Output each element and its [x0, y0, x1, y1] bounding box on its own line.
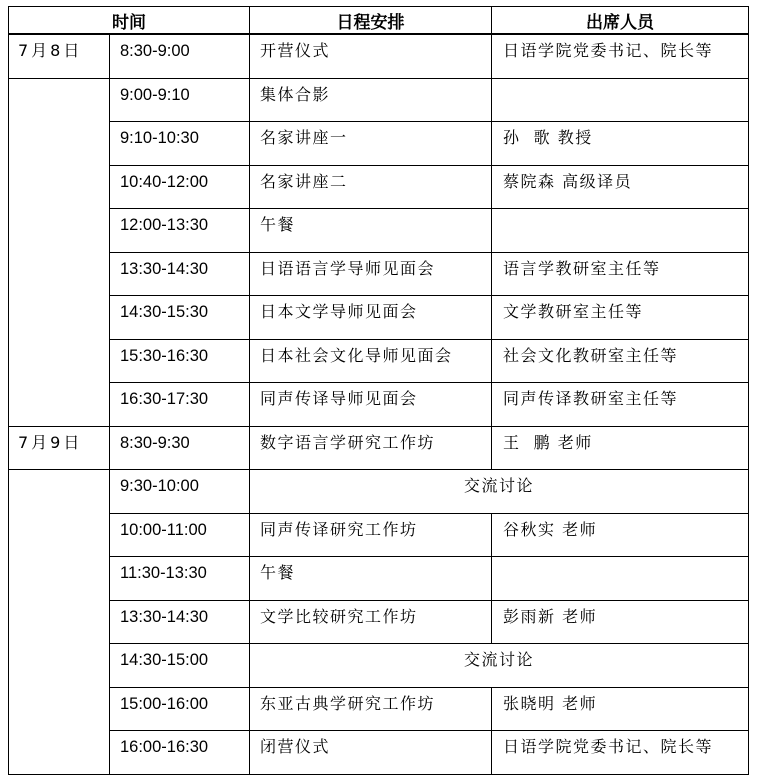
- event-cell: 午餐: [250, 209, 492, 253]
- time-cell: 8:30-9:30: [110, 426, 250, 470]
- discussion-cell: 交流讨论: [250, 470, 749, 514]
- time-cell: 15:00-16:00: [110, 687, 250, 731]
- time-cell: 10:40-12:00: [110, 165, 250, 209]
- table-row: [9, 731, 749, 775]
- event-cell: 同声传译研究工作坊: [250, 513, 492, 557]
- table-row: [9, 78, 749, 122]
- header-time: 时间: [9, 7, 250, 35]
- schedule-table: [8, 6, 749, 775]
- date-cell: [9, 339, 110, 383]
- attendees-cell: 蔡院森 高级译员: [492, 165, 749, 209]
- time-cell: 12:00-13:30: [110, 209, 250, 253]
- header-attendees: 出席人员: [492, 7, 749, 35]
- table-row: [9, 644, 749, 688]
- event-cell: 日语语言学导师见面会: [250, 252, 492, 296]
- date-cell: [9, 513, 110, 557]
- event-cell: 东亚古典学研究工作坊: [250, 687, 492, 731]
- time-cell: 8:30-9:00: [110, 34, 250, 78]
- attendees-cell: 文学教研室主任等: [492, 296, 749, 340]
- time-cell: 10:00-11:00: [110, 513, 250, 557]
- date-cell: 7月9日: [9, 426, 110, 470]
- time-cell: 14:30-15:00: [110, 644, 250, 688]
- attendees-cell: 王 鹏 老师: [492, 426, 749, 470]
- event-cell: 午餐: [250, 557, 492, 601]
- table-row: [9, 296, 749, 340]
- date-cell: [9, 470, 110, 514]
- date-cell: [9, 644, 110, 688]
- event-cell: 同声传译导师见面会: [250, 383, 492, 427]
- time-cell: 9:10-10:30: [110, 122, 250, 166]
- attendees-cell: 彭雨新 老师: [492, 600, 749, 644]
- table-row: [9, 426, 749, 470]
- time-cell: 13:30-14:30: [110, 252, 250, 296]
- table-row: [9, 383, 749, 427]
- event-cell: 闭营仪式: [250, 731, 492, 775]
- attendees-cell: 日语学院党委书记、院长等: [492, 731, 749, 775]
- event-cell: 文学比较研究工作坊: [250, 600, 492, 644]
- date-cell: [9, 209, 110, 253]
- time-cell: 13:30-14:30: [110, 600, 250, 644]
- time-cell: 9:30-10:00: [110, 470, 250, 514]
- event-cell: 开营仪式: [250, 34, 492, 78]
- date-cell: [9, 165, 110, 209]
- event-cell: 名家讲座一: [250, 122, 492, 166]
- schedule-body: [9, 34, 749, 774]
- table-row: [9, 165, 749, 209]
- date-cell: [9, 731, 110, 775]
- date-cell: [9, 557, 110, 601]
- table-row: [9, 34, 749, 78]
- header-schedule: 日程安排: [250, 7, 492, 35]
- attendees-cell: [492, 557, 749, 601]
- date-cell: [9, 600, 110, 644]
- event-cell: 名家讲座二: [250, 165, 492, 209]
- attendees-cell: [492, 209, 749, 253]
- table-row: [9, 122, 749, 166]
- date-cell: [9, 687, 110, 731]
- time-cell: 16:00-16:30: [110, 731, 250, 775]
- attendees-cell: 谷秋实 老师: [492, 513, 749, 557]
- table-row: [9, 339, 749, 383]
- table-row: [9, 252, 749, 296]
- table-row: [9, 513, 749, 557]
- event-cell: 日本社会文化导师见面会: [250, 339, 492, 383]
- table-row: [9, 209, 749, 253]
- attendees-cell: 同声传译教研室主任等: [492, 383, 749, 427]
- date-cell: 7月8日: [9, 34, 110, 78]
- time-cell: 15:30-16:30: [110, 339, 250, 383]
- time-cell: 16:30-17:30: [110, 383, 250, 427]
- date-cell: [9, 296, 110, 340]
- discussion-cell: 交流讨论: [250, 644, 749, 688]
- time-cell: 14:30-15:30: [110, 296, 250, 340]
- attendees-cell: 社会文化教研室主任等: [492, 339, 749, 383]
- table-row: [9, 557, 749, 601]
- date-cell: [9, 252, 110, 296]
- date-cell: [9, 383, 110, 427]
- event-cell: 集体合影: [250, 78, 492, 122]
- time-cell: 11:30-13:30: [110, 557, 250, 601]
- time-cell: 9:00-9:10: [110, 78, 250, 122]
- event-cell: 日本文学导师见面会: [250, 296, 492, 340]
- attendees-cell: 孙 歌 教授: [492, 122, 749, 166]
- table-row: [9, 600, 749, 644]
- date-cell: [9, 122, 110, 166]
- date-cell: [9, 78, 110, 122]
- attendees-cell: 语言学教研室主任等: [492, 252, 749, 296]
- attendees-cell: [492, 78, 749, 122]
- attendees-cell: 日语学院党委书记、院长等: [492, 34, 749, 78]
- table-row: [9, 687, 749, 731]
- table-row: [9, 470, 749, 514]
- event-cell: 数字语言学研究工作坊: [250, 426, 492, 470]
- header-row: [9, 7, 749, 35]
- attendees-cell: 张晓明 老师: [492, 687, 749, 731]
